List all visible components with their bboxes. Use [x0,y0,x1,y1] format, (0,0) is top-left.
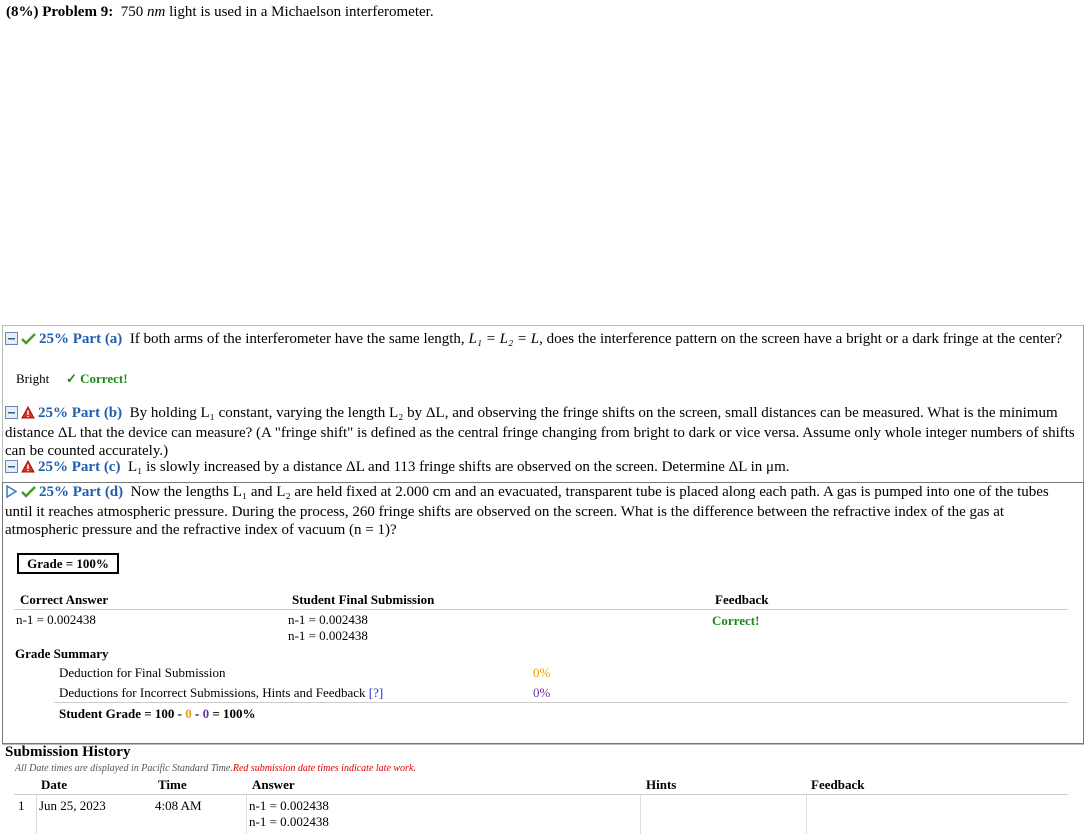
submission-history-title: Submission History [5,744,131,760]
part-c [5,458,1077,478]
warning-icon [21,406,35,424]
column-divider [36,795,37,834]
divider [54,702,1068,703]
part-b [5,404,1077,460]
correct-answer: n-1 = 0.002438 [16,612,96,627]
check-icon [21,485,36,503]
problem-text-pre: 750 [120,4,147,20]
student-grade-suffix: = 100% [209,706,256,721]
help-link[interactable]: [?] [368,685,384,700]
column-divider [806,795,807,834]
part-c-title: 25% Part (c) [38,459,121,475]
part-c-question: L₁ is slowly increased by a distance ΔL and 113 fringe shifts are observed on the screen. Determine ΔL in μm. [127,459,790,475]
collapse-icon[interactable] [5,406,18,424]
part-b-title: 25% Part (b) [38,405,123,421]
student-grade-prefix: Student Grade = 100 - [59,706,186,721]
row-date: Jun 25, 2023 [39,798,106,813]
submission-history-note [15,763,416,774]
collapse-icon[interactable] [5,332,18,350]
part-a-question-2: , does the interference pattern on the screen have a bright or a dark fringe at the center? [539,331,1063,347]
divider [14,609,1068,610]
part-d [5,483,1077,539]
part-a [5,330,1077,350]
history-header-answer: Answer [252,777,295,792]
check-icon [21,332,36,350]
part-a-question-1: If both arms of the interferometer have the same length, [129,331,469,347]
history-header-date: Date [41,777,67,792]
part-a-question-math: L₁ = L₂ = L [468,331,540,347]
problem-label: Problem 9: [42,4,114,20]
row-answer-1: n-1 = 0.002438 [249,798,329,813]
grade-summary-title: Grade Summary [15,646,109,661]
header-correct-answer: Correct Answer [20,592,109,607]
student-grade-a: 0 [185,706,192,721]
divider [14,794,1068,795]
problem-weight: (8%) [6,4,39,20]
history-header-time: Time [158,777,187,792]
column-divider [246,795,247,834]
part-a-answer: Bright [16,371,50,386]
part-d-title: 25% Part (d) [39,484,124,500]
problem-text-post: light is used in a Michaelson interferometer. [165,4,434,20]
feedback-correct: Correct! [712,613,760,628]
deduction-incorrect-value: 0% [533,685,551,700]
grade-badge: Grade = 100% [17,553,119,574]
deduction-final-label: Deduction for Final Submission [59,665,226,680]
history-header-hints: Hints [646,777,677,792]
deduction-incorrect-label: Deductions for Incorrect Submissions, Hints and Feedback [59,685,366,700]
expand-arrow-icon[interactable] [5,485,18,503]
row-time: 4:08 AM [155,798,202,813]
collapse-icon[interactable] [5,460,18,478]
row-answer-2: n-1 = 0.002438 [249,814,329,829]
row-index: 1 [18,798,25,813]
history-note-red: Red submission date times indicate late work. [232,763,416,774]
part-a-result: ✓ Correct! [66,371,128,386]
problem-header [6,4,434,21]
student-grade-b: 0 [202,706,210,721]
deduction-final-value: 0% [533,665,551,680]
warning-icon [21,460,35,478]
column-divider [640,795,641,834]
student-grade-mid: - [191,706,203,721]
header-feedback: Feedback [715,592,769,607]
history-note-text: All Date times are displayed in Pacific Standard Time. [15,763,233,774]
problem-unit: nm [146,4,166,20]
part-b-question: By holding L₁ constant, varying the length L₂ by ΔL, and observing the fringe shifts on the screen, small distances can be measured. What is the minimum distance ΔL that the device can measure? (A "fringe shift" is defined as the central fringe changing from bright to dark or vice versa. Assume only whole integer numbers of shifts can be counted accurately.) [5,405,1075,459]
student-grade [59,706,255,722]
header-student-submission: Student Final Submission [292,592,435,607]
student-submission-1: n-1 = 0.002438 [288,612,368,627]
student-submission-2: n-1 = 0.002438 [288,628,368,643]
deduction-incorrect [59,685,383,701]
part-a-title: 25% Part (a) [39,331,123,347]
part-d-question: Now the lengths L₁ and L₂ are held fixed at 2.000 cm and an evacuated, transparent tube is placed along each path. A gas is pumped into one of the tubes until it reaches atmospheric pressure. During the process, 260 fringe shifts are observed on the screen. What is the difference between the refractive index of the gas at atmospheric pressure and the refractive index of vacuum (n = 1)? [5,484,1049,538]
history-header-feedback: Feedback [811,777,865,792]
